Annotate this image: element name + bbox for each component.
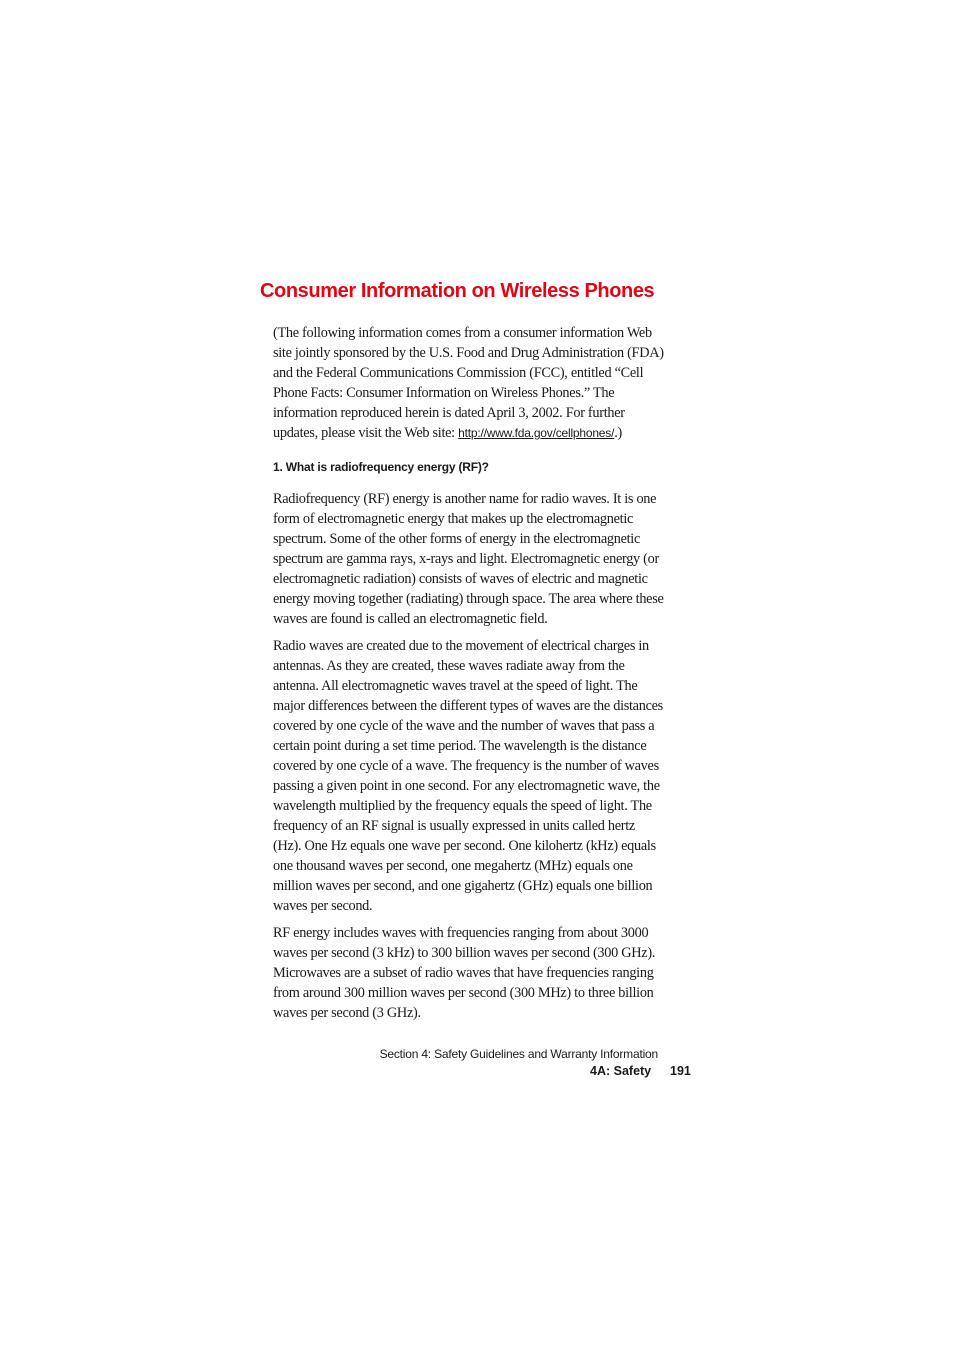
paragraph-rf-definition: Radiofrequency (RF) energy is another name for radio waves. It is one form of electromagnetic energy that makes up the electromagnetic spectrum. Some of the other forms of energy in the electromagnetic spectrum are gamma rays, x-rays and light. Electromagnetic energy (or electromagnetic radiation) consists of waves of electric and magnetic energy moving together (radiating) through space. The area where these waves are found is called an electromagnetic field. bbox=[273, 491, 664, 627]
body-column bbox=[273, 323, 665, 1030]
intro-closing: .) bbox=[614, 425, 622, 441]
fda-cellphones-link[interactable]: http://www.fda.gov/cellphones/ bbox=[458, 426, 615, 440]
page-number: 191 bbox=[670, 1064, 691, 1078]
paragraph-radio-waves: Radio waves are created due to the movement of electrical charges in antennas. As they are created, these waves radiate away from the antenna. All electromagnetic waves travel at the speed of light. The major differences between the different types of waves are the distances covered by one cycle of the wave and the number of waves that pass a certain point during a set time period. The wavelength is the distance covered by one cycle of a wave. The frequency is the number of waves passing a given point in one second. For any electromagnetic wave, the wavelength multiplied by the frequency equals the speed of light. The frequency of an RF signal is usually expressed in units called hertz (Hz). One Hz equals one wave per second. One kilohertz (kHz) equals one thousand waves per second, one megahertz (MHz) equals one million waves per second, and one gigahertz (GHz) equals one billion waves per second. bbox=[273, 638, 663, 914]
intro-text: (The following information comes from a consumer information Web site jointly sponsored by the U.S. Food and Drug Administration (FDA) and the Federal Communications Commission (FCC), entitled “Cell Phone Facts: Consumer Information on Wireless Phones.” The information reproduced herein is dated April 3, 2002. For further updates, please visit the Web site: bbox=[273, 325, 664, 441]
footer-section-title: Section 4: Safety Guidelines and Warranty Information bbox=[379, 1047, 658, 1061]
paragraph-rf-frequencies: RF energy includes waves with frequencies ranging from about 3000 waves per second (3 kHz) to 300 billion waves per second (300 GHz). Microwaves are a subset of radio waves that have frequencies ranging from around 300 million waves per second (300 MHz) to three billion waves per second (3 GHz). bbox=[273, 925, 656, 1021]
intro-paragraph bbox=[273, 323, 665, 443]
footer-tab-label: 4A: Safety bbox=[590, 1064, 652, 1078]
question-heading: 1. What is radiofrequency energy (RF)? bbox=[273, 460, 489, 474]
page-title: Consumer Information on Wireless Phones bbox=[260, 280, 655, 302]
